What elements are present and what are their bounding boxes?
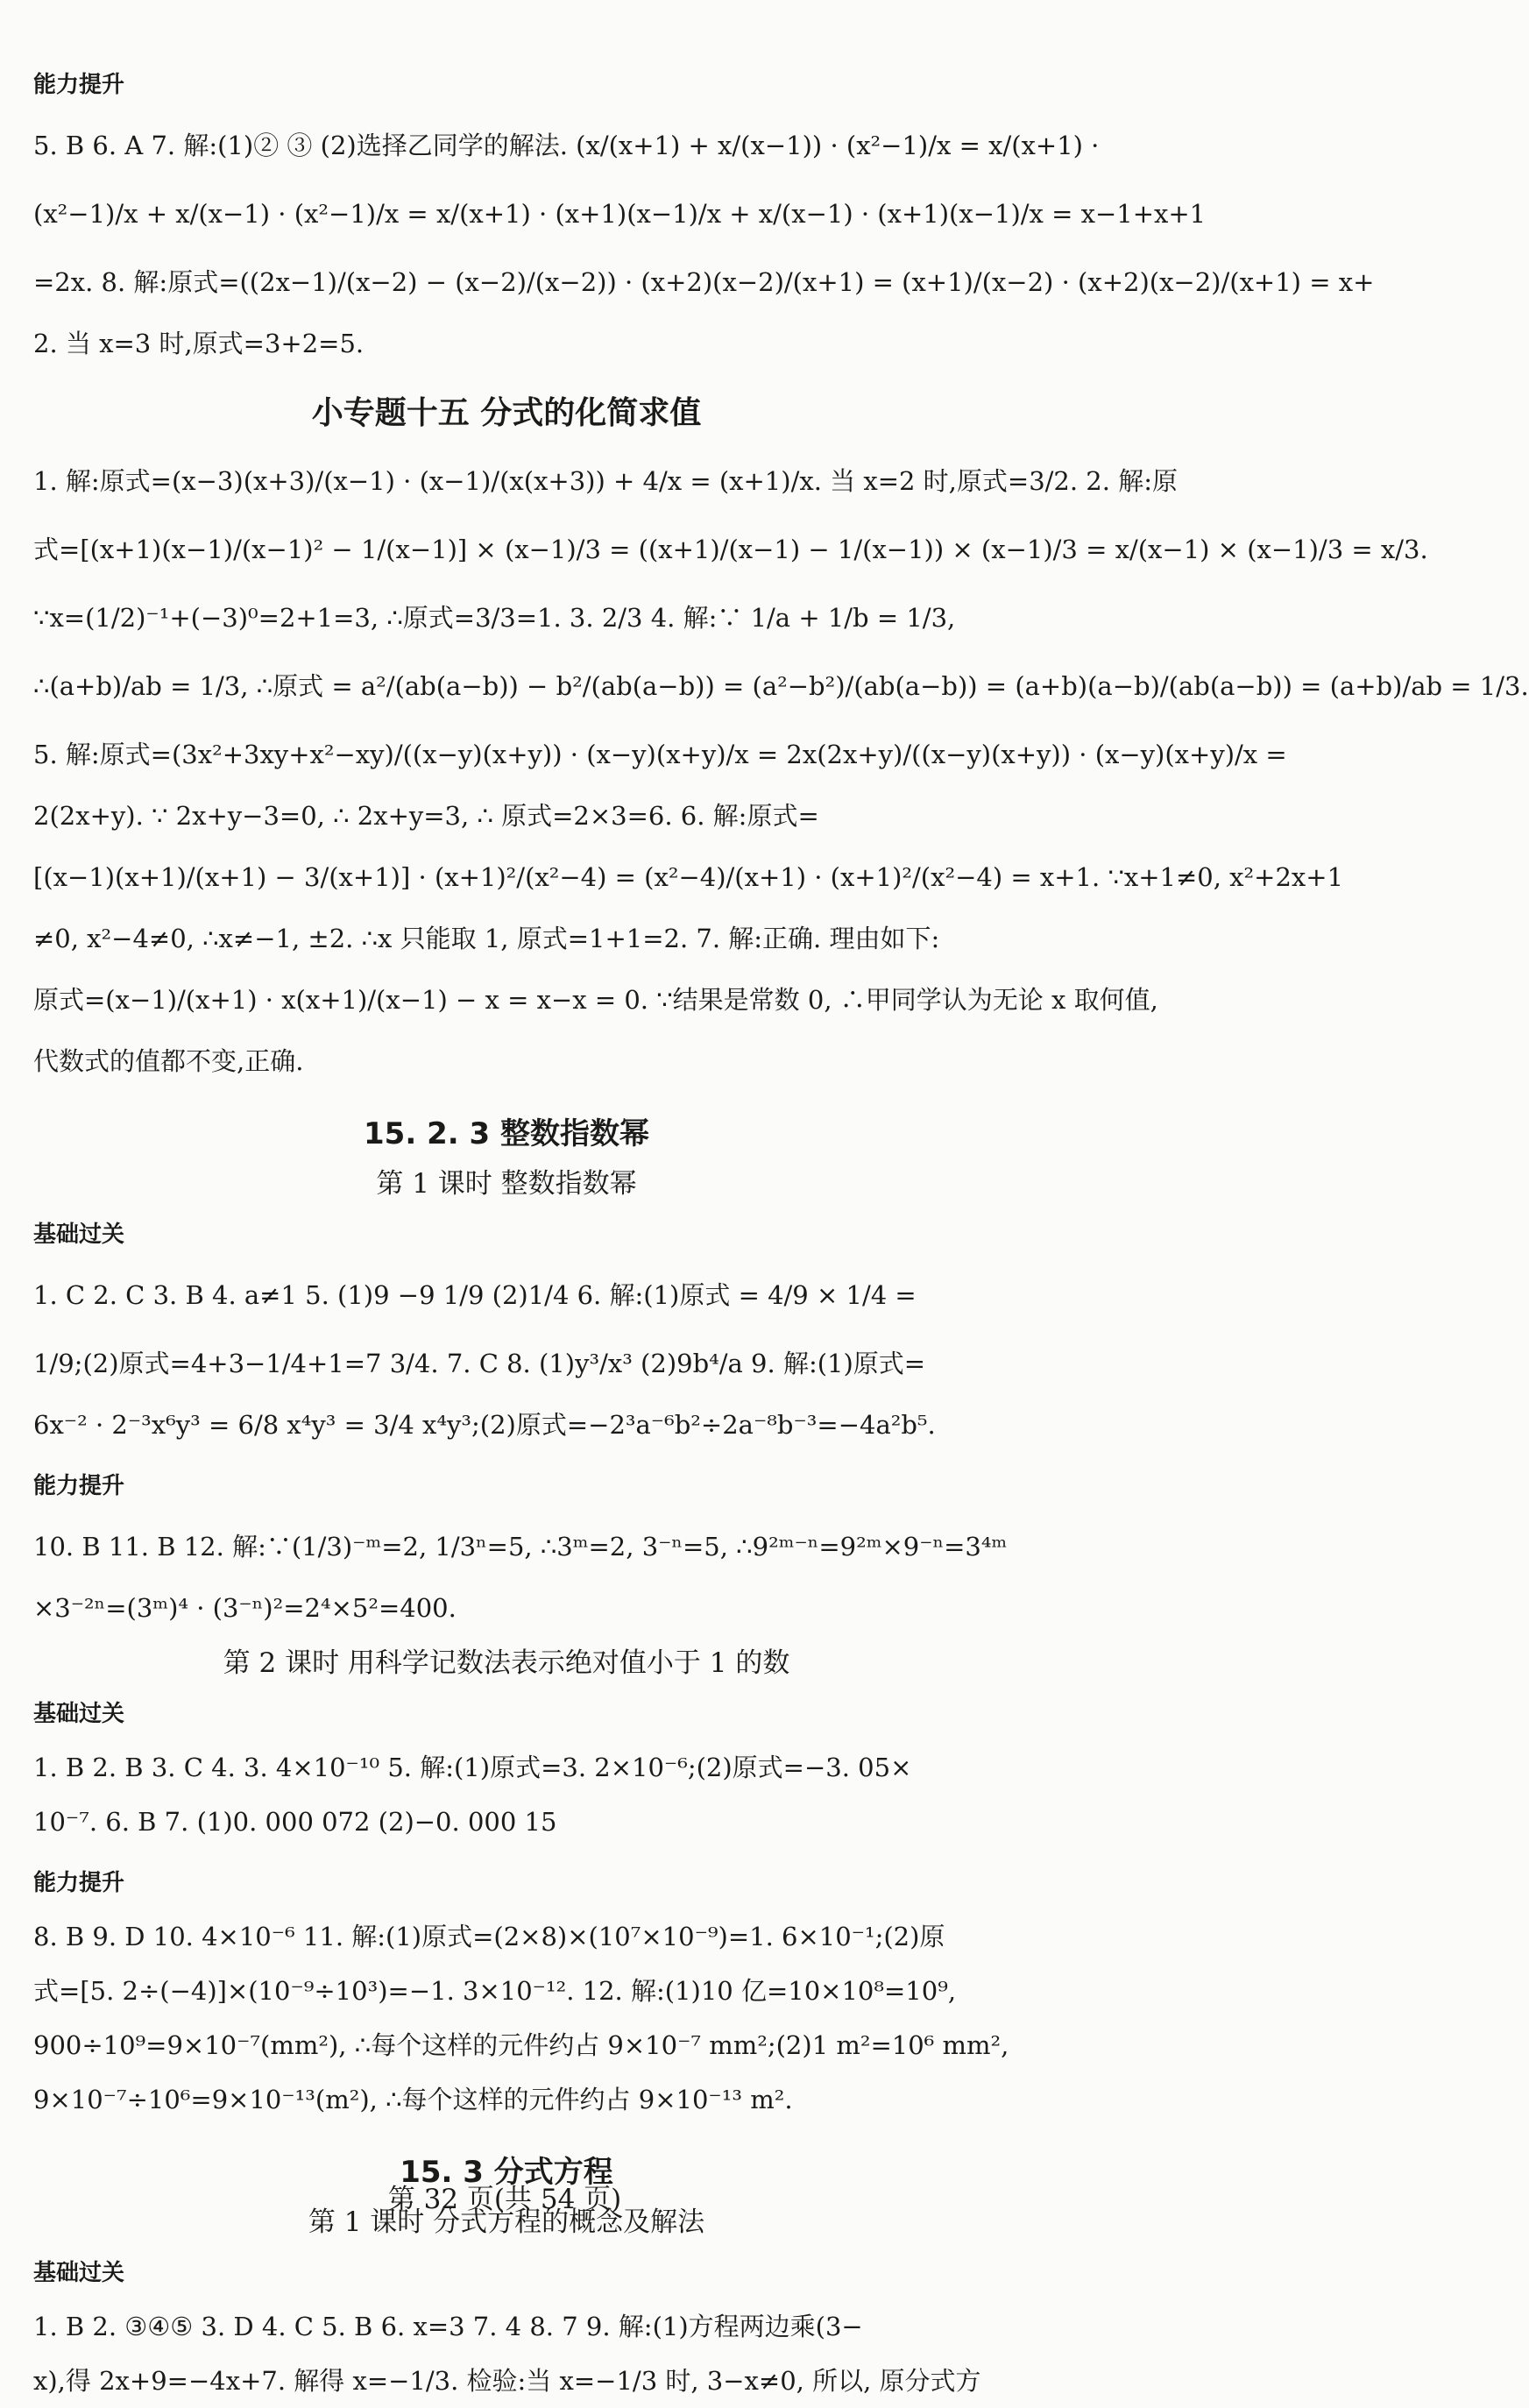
lesson-title: 第 2 课时 用科学记数法表示绝对值小于 1 的数: [223, 1647, 790, 1679]
answer-line: 5. B 6. A 7. 解:(1)② ③ (2)选择乙同学的解法. (x/(x+1) + x/(x−1)) · (x²−1)/x = x/(x+1) ·: [33, 131, 1100, 160]
answer-line: 代数式的值都不变,正确.: [33, 1046, 304, 1076]
lesson-title: 第 1 课时 整数指数幂: [376, 1168, 637, 1200]
section-heading: 基础过关: [33, 2260, 125, 2286]
answer-line: ×3⁻²ⁿ=(3ᵐ)⁴ · (3⁻ⁿ)²=2⁴×5²=400.: [33, 1593, 457, 1623]
topic-title: 小专题十五 分式的化简求值: [311, 395, 702, 431]
answer-line: 2(2x+y). ∵ 2x+y−3=0, ∴ 2x+y=3, ∴ 原式=2×3=6. 6. 解:原式=: [33, 801, 819, 831]
answer-line: [(x−1)(x+1)/(x+1) − 3/(x+1)] · (x+1)²/(x²−4) = (x²−4)/(x+1) · (x+1)²/(x²−4) = x+1. ∵x+1≠0, x²+2x+1: [33, 862, 1344, 892]
answer-line: 6x⁻² · 2⁻³x⁶y³ = 6/8 x⁴y³ = 3/4 x⁴y³;(2)原式=−2³a⁻⁶b²÷2a⁻⁸b⁻³=−4a²b⁵.: [33, 1410, 936, 1440]
answer-line: 8. B 9. D 10. 4×10⁻⁶ 11. 解:(1)原式=(2×8)×(10⁷×10⁻⁹)=1. 6×10⁻¹;(2)原: [33, 1922, 945, 1951]
section-heading: 基础过关: [33, 1701, 125, 1727]
answer-line: 2. 当 x=3 时,原式=3+2=5.: [33, 329, 365, 358]
answer-line: 式=[5. 2÷(−4)]×(10⁻⁹÷10³)=−1. 3×10⁻¹². 12. 解:(1)10 亿=10×10⁸=10⁹,: [33, 1976, 957, 2006]
answer-line: 10. B 11. B 12. 解:∵(1/3)⁻ᵐ=2, 1/3ⁿ=5, ∴3ᵐ=2, 3⁻ⁿ=5, ∴9²ᵐ⁻ⁿ=9²ᵐ×9⁻ⁿ=3⁴ᵐ: [33, 1532, 1008, 1562]
answer-line: 10⁻⁷. 6. B 7. (1)0. 000 072 (2)−0. 000 15: [33, 1807, 557, 1837]
answer-line: ∴(a+b)/ab = 1/3, ∴原式 = a²/(ab(a−b)) − b²/(ab(a−b)) = (a²−b²)/(ab(a−b)) = (a+b)(a−b)/(ab(a−b)) = (a+b)/ab = 1/3.: [33, 671, 1529, 701]
answer-line: ∵x=(1/2)⁻¹+(−3)⁰=2+1=3, ∴原式=3/3=1. 3. 2/3 4. 解:∵ 1/a + 1/b = 1/3,: [33, 603, 956, 633]
section-heading: 能力提升: [33, 1870, 125, 1896]
section-heading: 能力提升: [33, 72, 125, 98]
answer-line: 1. 解:原式=(x−3)(x+3)/(x−1) · (x−1)/(x(x+3)) + 4/x = (x+1)/x. 当 x=2 时,原式=3/2. 2. 解:原: [33, 466, 1178, 496]
lesson-title: 第 1 课时 分式方程的概念及解法: [308, 2206, 705, 2238]
answer-line: 1/9;(2)原式=4+3−1/4+1=7 3/4. 7. C 8. (1)y³/x³ (2)9b⁴/a 9. 解:(1)原式=: [33, 1349, 926, 1378]
section-heading: 基础过关: [33, 1222, 125, 1248]
page-number: 第 32 页(共 54 页): [387, 2184, 622, 2215]
answer-line: (x²−1)/x + x/(x−1) · (x²−1)/x = x/(x+1) · (x+1)(x−1)/x + x/(x−1) · (x+1)(x−1)/x = x−1+x+1: [33, 199, 1207, 229]
section-title: 15. 2. 3 整数指数幂: [364, 1116, 649, 1151]
answer-line: x),得 2x+9=−4x+7. 解得 x=−1/3. 检验:当 x=−1/3 时, 3−x≠0, 所以, 原分式方: [33, 2366, 981, 2396]
answer-page: [33, 51, 1529, 2408]
answer-line: ≠0, x²−4≠0, ∴x≠−1, ±2. ∴x 只能取 1, 原式=1+1=2. 7. 解:正确. 理由如下:: [33, 924, 940, 953]
answer-line: 900÷10⁹=9×10⁻⁷(mm²), ∴每个这样的元件约占 9×10⁻⁷ mm²;(2)1 m²=10⁶ mm²,: [33, 2030, 1009, 2060]
answer-line: 原式=(x−1)/(x+1) · x(x+1)/(x−1) − x = x−x = 0. ∵结果是常数 0, ∴甲同学认为无论 x 取何值,: [33, 985, 1158, 1015]
section-title: 15. 3 分式方程: [400, 2155, 613, 2190]
section-heading: 能力提升: [33, 1473, 125, 1499]
answer-line: 9×10⁻⁷÷10⁶=9×10⁻¹³(m²), ∴每个这样的元件约占 9×10⁻¹³ m².: [33, 2085, 793, 2114]
answer-line: 1. B 2. B 3. C 4. 3. 4×10⁻¹⁰ 5. 解:(1)原式=3. 2×10⁻⁶;(2)原式=−3. 05×: [33, 1753, 912, 1782]
answer-line: 1. C 2. C 3. B 4. a≠1 5. (1)9 −9 1/9 (2)1/4 6. 解:(1)原式 = 4/9 × 1/4 =: [33, 1280, 917, 1310]
answer-line: 5. 解:原式=(3x²+3xy+x²−xy)/((x−y)(x+y)) · (x−y)(x+y)/x = 2x(2x+y)/((x−y)(x+y)) · (x−y)(x+y)/x =: [33, 740, 1287, 769]
answer-line: 式=[(x+1)(x−1)/(x−1)² − 1/(x−1)] × (x−1)/3 = ((x+1)/(x−1) − 1/(x−1)) × (x−1)/3 = x/(x−1) × (x−1)/3 = x/3.: [33, 535, 1428, 564]
answer-line: =2x. 8. 解:原式=((2x−1)/(x−2) − (x−2)/(x−2)) · (x+2)(x−2)/(x+1) = (x+1)/(x−2) · (x+2)(x−2)/(x+1) = x+: [33, 267, 1375, 297]
answer-line: 1. B 2. ③④⑤ 3. D 4. C 5. B 6. x=3 7. 4 8. 7 9. 解:(1)方程两边乘(3−: [33, 2312, 863, 2341]
